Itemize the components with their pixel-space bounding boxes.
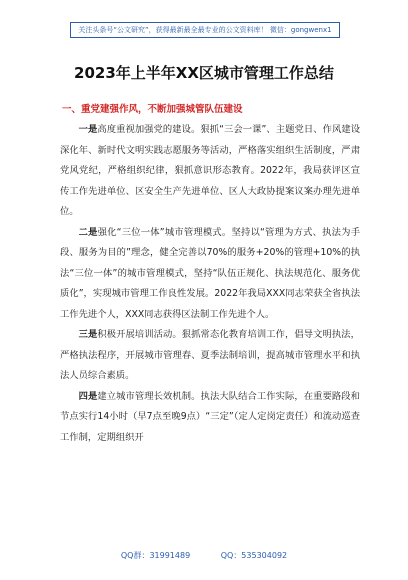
section-heading: 一、重党建强作风，不断加强城管队伍建设 xyxy=(62,104,243,115)
paragraph xyxy=(60,325,360,387)
paragraph-text: 积极开展培训活动。狠抓常态化教育培训工作，倡导文明执法，严格执法程序，开展城市管理春、夏季法制培训，提高城市管理水平和执法人员综合素质。 xyxy=(60,329,360,381)
footer xyxy=(0,550,408,561)
paragraph-lead: 三是 xyxy=(78,329,98,340)
document-body xyxy=(60,120,360,448)
promo-banner: 关注头条号“公文研究”，获得最新最全最专业的公文资料库！ 微信：gongwenx1 xyxy=(70,22,340,38)
paragraph-lead: 二是 xyxy=(78,226,98,238)
document-title: 2023年上半年XX区城市管理工作总结 xyxy=(74,64,334,82)
paragraph xyxy=(60,387,360,449)
paragraph xyxy=(60,223,360,326)
paragraph-text: 建立城市管理长效机制。执法大队结合工作实际，在重要路段和节点实行14小时（早7点至晚9点）“三定”（定人定岗定责任）和流动巡查工作制，定期组织开 xyxy=(60,390,360,443)
paragraph-lead: 四是 xyxy=(78,390,98,402)
paragraph-text: 强化“三位一体”城市管理模式。坚持以“管理为方式、执法为手段、服务为目的”理念，健全完善以70%的服务+20%的管理+10%的执法“三位一体”的城市管理模式，坚持“队伍正规化、执法规范化、服务优质化”，实现城市管理工作良性发展。2022年我局XXX同志荣获全省执法工作先进个人，XXX同志获得区法制工作先进个人。 xyxy=(60,226,360,320)
qq-number: QQ：535304092 xyxy=(220,551,288,560)
paragraph xyxy=(60,120,360,223)
paragraph-text: 高度重视加强党的建设。狠抓“三会一课”、主题党日、作风建设深化年、新时代文明实践志愿服务等活动，严格落实组织生活制度，严肃党风党纪，严格组织纪律，狠抓意识形态教育。2022年，我局获评区宣传工作先进单位、区安全生产先进单位、区人大政协提案议案办理先进单位。 xyxy=(60,124,360,217)
qq-group: QQ群：31991489 xyxy=(120,551,191,560)
paragraph-lead: 一是 xyxy=(78,124,98,135)
